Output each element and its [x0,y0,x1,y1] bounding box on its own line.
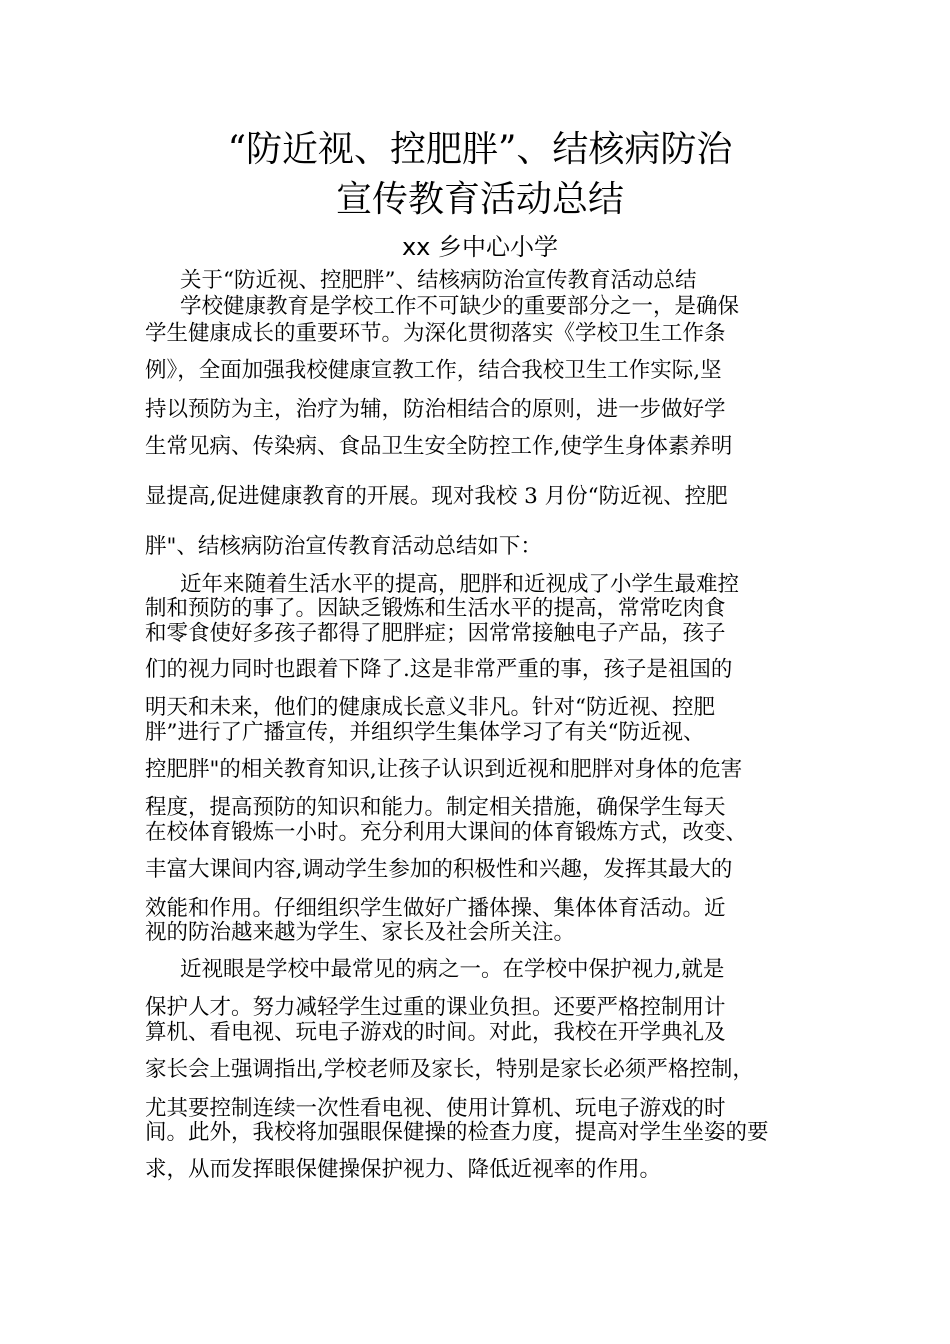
document-title-line-2: 宣传教育活动总结 [335,179,624,220]
body-line: 间。此外，我校将加强眼保健操的检查力度，提高对学生坐姿的要 [145,1120,769,1145]
body-line: 胖”进行了广播宣传，并组织学生集体学习了有关“防近视、 [145,720,705,745]
body-line: 关于“防近视、控肥胖”、结核病防治宣传教育活动总结 [180,268,697,293]
body-line: 家长会上强调指出,学校老师及家长，特别是家长必须严格控制， [145,1057,754,1082]
body-line: 持以预防为主，治疗为辅，防治相结合的原则，进一步做好学 [145,397,726,422]
body-line: 制和预防的事了。因缺乏锻炼和生活水平的提高，常常吃肉食 [145,596,726,621]
body-line: 保护人才。努力减轻学生过重的课业负担。还要严格控制用计 [145,995,726,1020]
body-line: 近视眼是学校中最常见的病之一。在学校中保护视力,就是 [180,957,725,982]
body-line: 生常见病、传染病、食品卫生安全防控工作,使学生身体素养明 [145,434,733,459]
body-line: 们的视力同时也跟着下降了.这是非常严重的事，孩子是祖国的 [145,657,733,682]
body-line: 效能和作用。仔细组织学生做好广播体操、集体体育活动。近 [145,896,726,921]
body-line: 求，从而发挥眼保健操保护视力、降低近视率的作用。 [145,1157,662,1182]
body-line: 和零食使好多孩子都得了肥胖症；因常常接触电子产品，孩子 [145,621,726,646]
body-line: 胖"、结核病防治宣传教育活动总结如下： [145,534,542,559]
body-line: 控肥胖"的相关教育知识,让孩子认识到近视和肥胖对身体的危害 [145,757,743,782]
body-line: 显提高,促进健康教育的开展。现对我校 3 月份“防近视、控肥 [145,484,728,509]
body-line: 学生健康成长的重要环节。为深化贯彻落实《学校卫生工作条 [145,321,726,346]
document-title-line-1: “防近视、控肥胖”、结核病防治 [227,129,733,170]
body-line: 例》，全面加强我校健康宣教工作，结合我校卫生工作实际,坚 [145,358,722,383]
body-line: 尤其要控制连续一次性看电视、使用计算机、玩电子游戏的时 [145,1096,726,1121]
body-line: 学校健康教育是学校工作不可缺少的重要部分之一，是确保 [180,294,740,319]
body-line: 丰富大课间内容,调动学生参加的积极性和兴趣，发挥其最大的 [145,857,733,882]
body-line: 近年来随着生活水平的提高，肥胖和近视成了小学生最难控 [180,572,740,597]
body-line: 程度，提高预防的知识和能力。制定相关措施，确保学生每天 [145,795,726,820]
school-name: xx 乡中心小学 [401,233,559,261]
body-line: 视的防治越来越为学生、家长及社会所关注。 [145,920,576,945]
body-line: 在校体育锻炼一小时。充分利用大课间的体育锻炼方式，改变、 [145,820,748,845]
body-line: 明天和未来，他们的健康成长意义非凡。针对“防近视、控肥 [145,695,715,720]
body-line: 算机、看电视、玩电子游戏的时间。对此，我校在开学典礼及 [145,1020,726,1045]
